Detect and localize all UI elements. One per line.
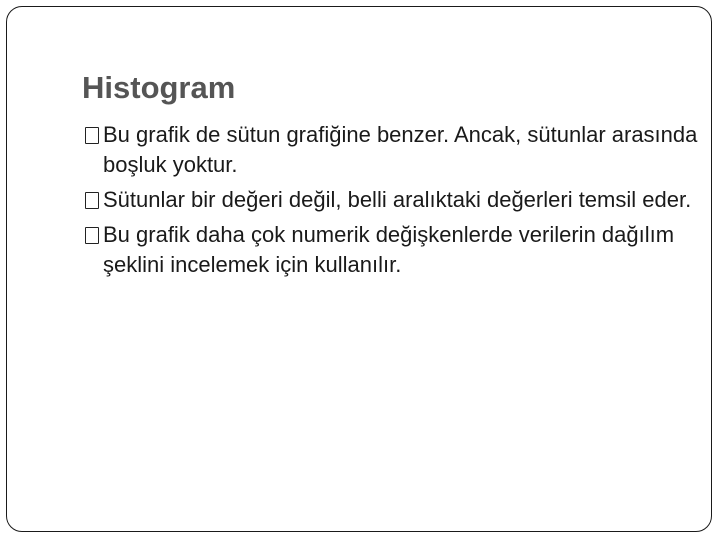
bullet-item [85, 220, 705, 280]
bullet-list [85, 120, 705, 285]
bullet-item [85, 185, 705, 215]
bullet-text: Bu grafik daha çok numerik değişkenlerde verilerin dağılım şeklini incelemek için kullanılır. [103, 222, 675, 277]
bullet-box-icon [85, 227, 99, 244]
bullet-text: Sütunlar bir değeri değil, belli aralıktaki değerleri temsil eder. [103, 187, 692, 212]
bullet-text: Bu grafik de sütun grafiğine benzer. Ancak, sütunlar arasında boşluk yoktur. [103, 122, 698, 177]
slide-frame [6, 6, 712, 532]
bullet-box-icon [85, 127, 99, 144]
bullet-box-icon [85, 192, 99, 209]
slide-title: Histogram [82, 70, 236, 105]
bullet-item [85, 120, 705, 180]
